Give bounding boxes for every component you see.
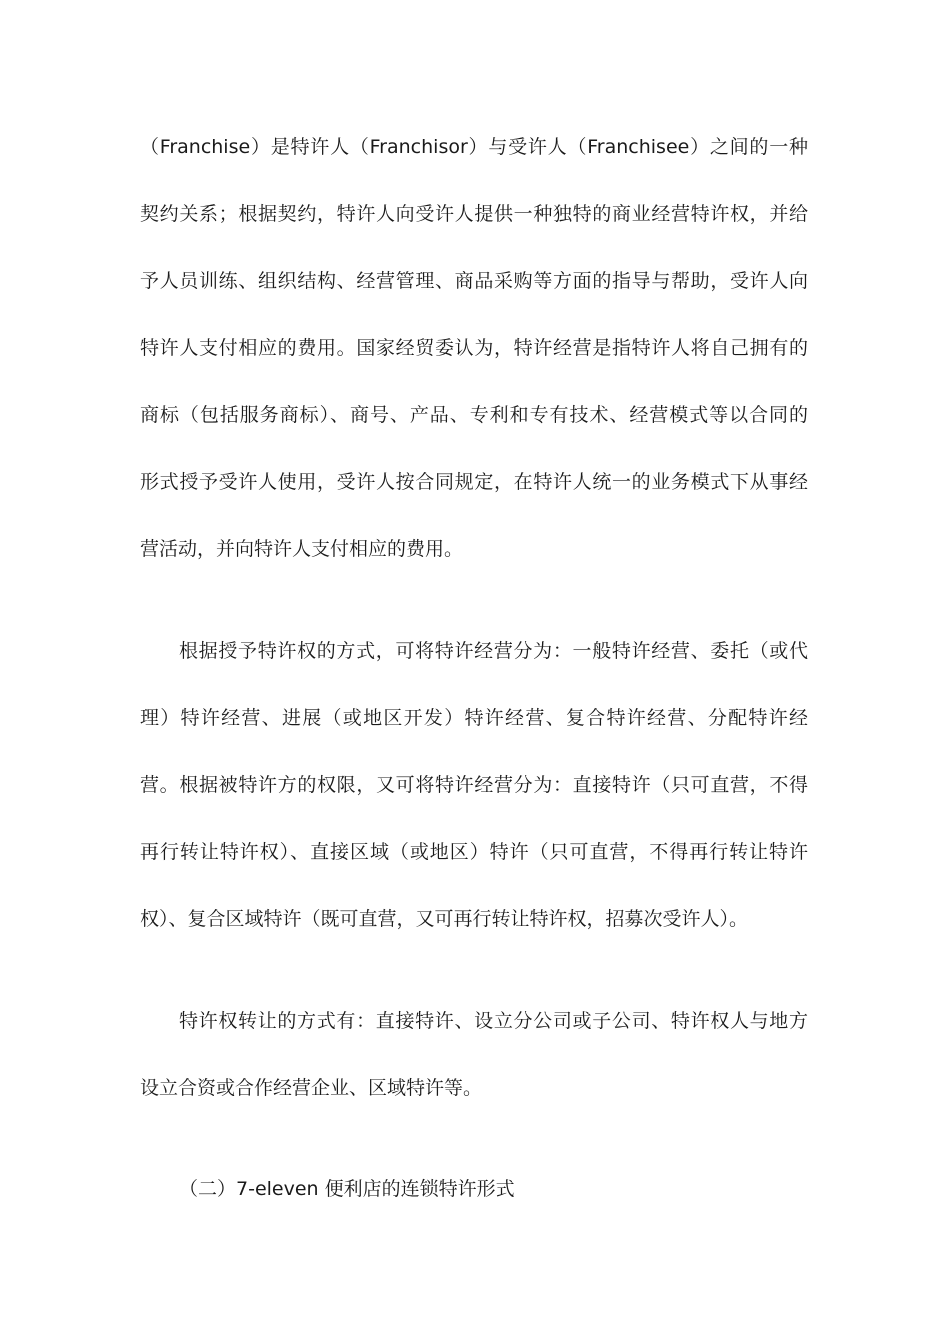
paragraph-2-line-5: 权）、复合区域特许（既可直营，又可再行转让特许权，招募次受许人）。 (140, 908, 749, 930)
paragraph-3-line-2: 设立合资或合作经营企业、区域特许等。 (140, 1077, 483, 1099)
paragraph-1-line-2: 契约关系；根据契约，特许人向受许人提供一种独特的商业经营特许权，并给 (140, 203, 808, 225)
paragraph-2-line-2: 理）特许经营、进展（或地区开发）特许经营、复合特许经营、分配特许经 (140, 707, 808, 729)
paragraph-1-line-1: （Franchise）是特许人（Franchisor）与受许人（Franchisee）之间的一种 (140, 136, 808, 158)
paragraph-1-line-6: 形式授予受许人使用，受许人按合同规定，在特许人统一的业务模式下从事经 (140, 471, 808, 493)
paragraph-1-line-7: 营活动，并向特许人支付相应的费用。 (140, 538, 464, 560)
paragraph-2-line-4: 再行转让特许权）、直接区域（或地区）特许（只可直营，不得再行转让特许 (140, 841, 808, 863)
paragraph-2-line-3: 营。根据被特许方的权限，又可将特许经营分为：直接特许（只可直营，不得 (140, 774, 808, 796)
paragraph-1-line-3: 予人员训练、组织结构、经营管理、商品采购等方面的指导与帮助，受许人向 (140, 270, 808, 292)
paragraph-1-line-4: 特许人支付相应的费用。国家经贸委认为，特许经营是指特许人将自己拥有的 (140, 337, 808, 359)
paragraph-3-line-1: 特许权转让的方式有：直接特许、设立分公司或子公司、特许权人与地方 (179, 1010, 808, 1032)
section-heading: （二）7-eleven 便利店的连锁特许形式 (179, 1178, 515, 1200)
paragraph-2-line-1: 根据授予特许权的方式，可将特许经营分为：一般特许经营、委托（或代 (179, 640, 808, 662)
paragraph-1-line-5: 商标（包括服务商标）、商号、产品、专利和专有技术、经营模式等以合同的 (140, 404, 808, 426)
